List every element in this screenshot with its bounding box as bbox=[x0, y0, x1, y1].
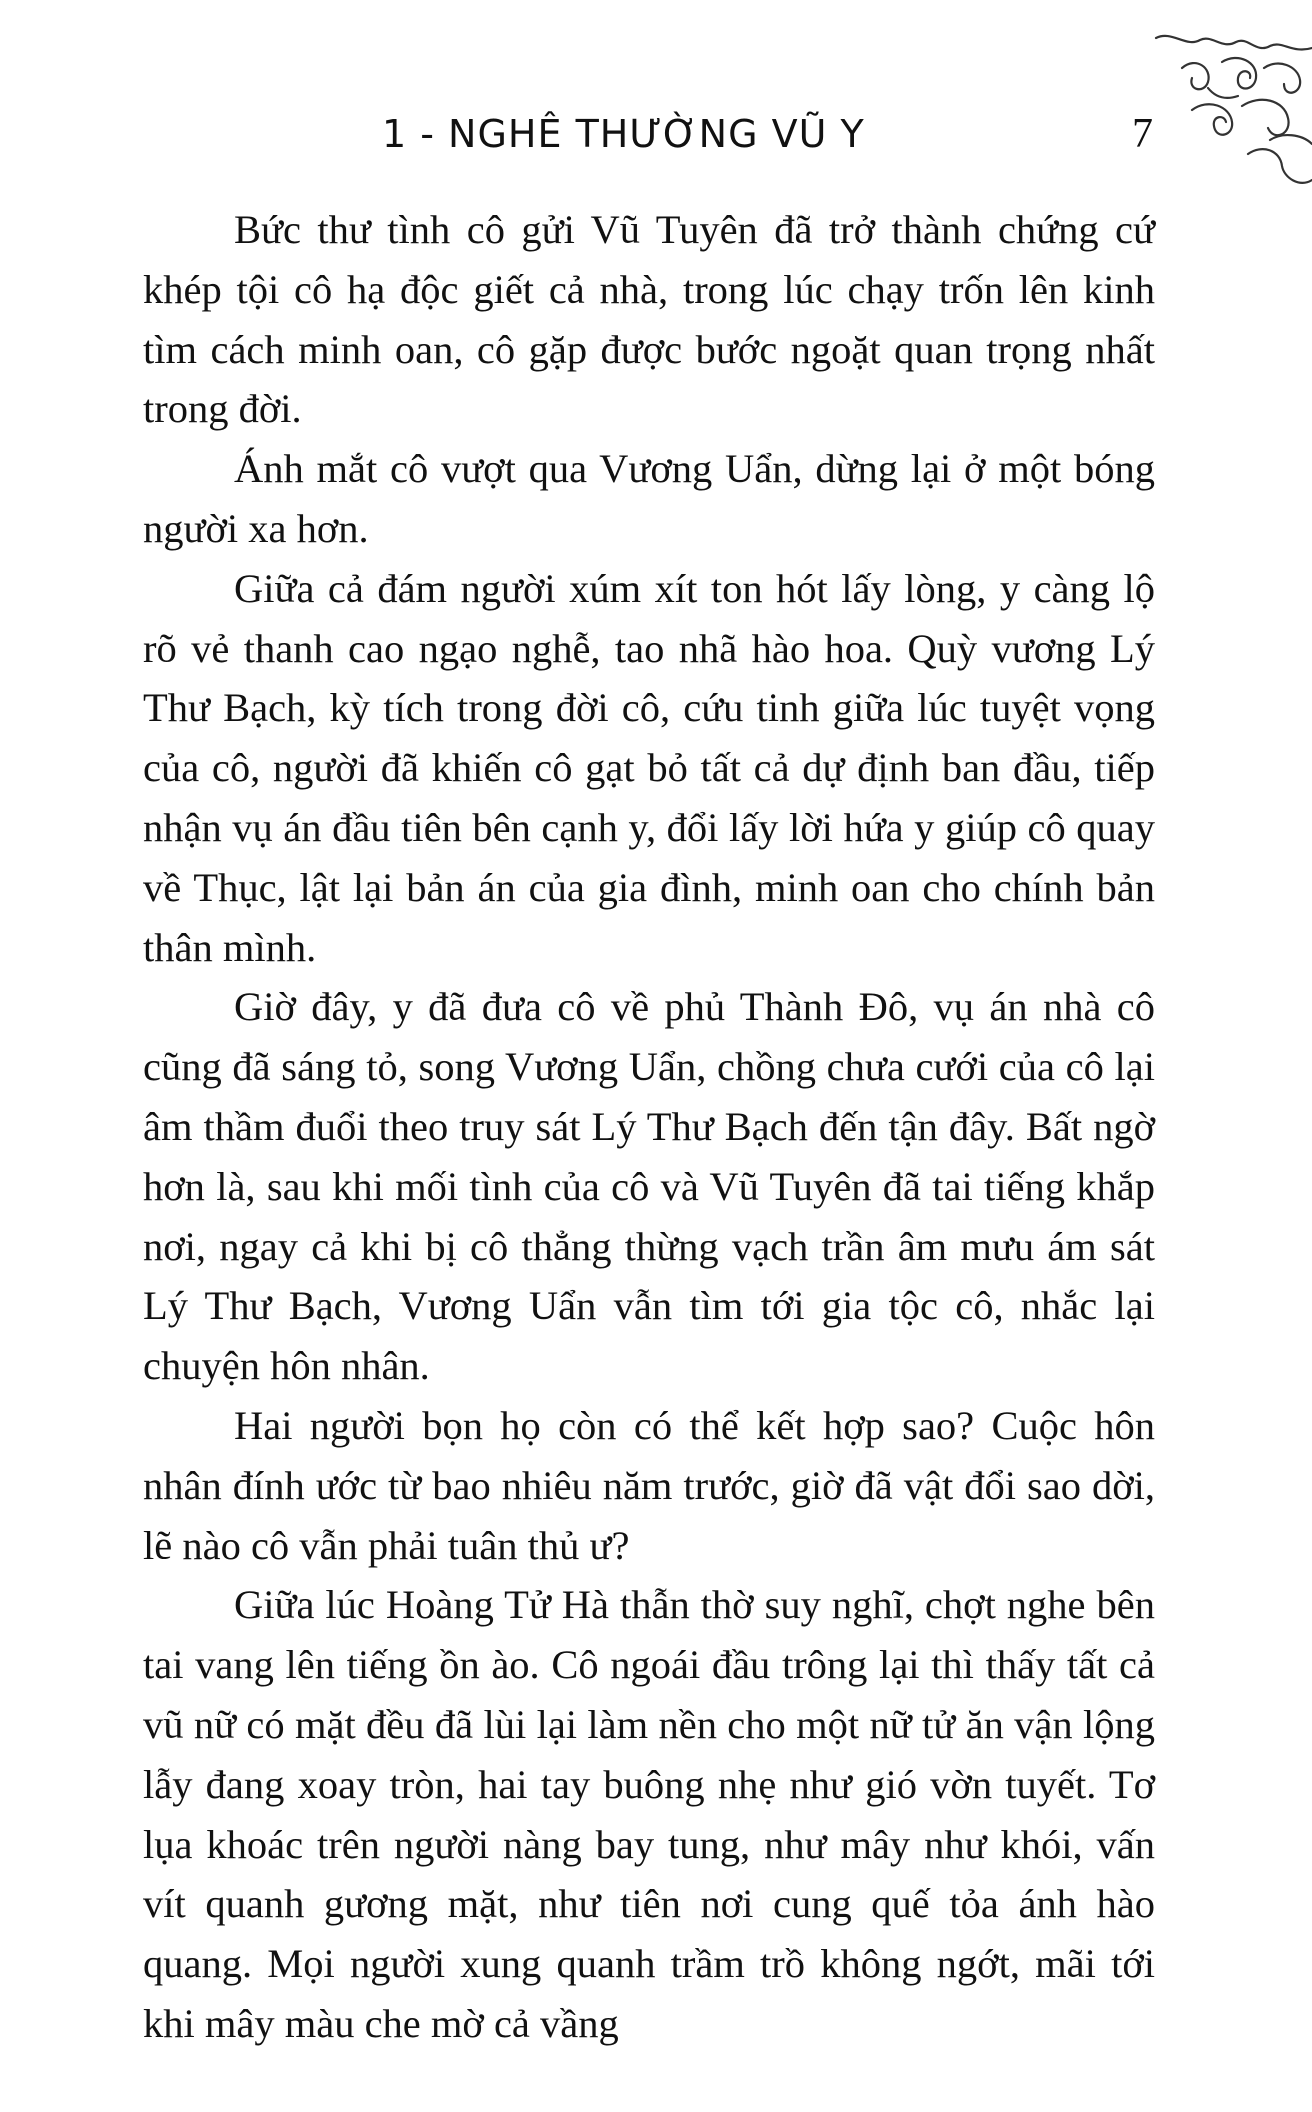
paragraph: Giữa cả đám người xúm xít ton hót lấy lòng, y càng lộ rõ vẻ thanh cao ngạo nghễ, tao nhã hào hoa. Quỳ vương Lý Thư Bạch, kỳ tích trong đời cô, cứu tinh giữa lúc tuyệt vọng của cô, người đã khiến cô gạt bỏ tất cả dự định ban đầu, tiếp nhận vụ án đầu tiên bên cạnh y, đổi lấy lời hứa y giúp cô quay về Thục, lật lại bản án của gia đình, minh oan cho chính bản thân mình. bbox=[143, 565, 1155, 970]
paragraph: Hai người bọn họ còn có thể kết hợp sao? Cuộc hôn nhân đính ước từ bao nhiêu năm trước, giờ đã vật đổi sao dời, lẽ nào cô vẫn phải tuân thủ ư? bbox=[143, 1402, 1155, 1568]
paragraph: Giữa lúc Hoàng Tử Hà thẫn thờ suy nghĩ, chợt nghe bên tai vang lên tiếng ồn ào. Cô ngoái đầu trông lại thì thấy tất cả vũ nữ có mặt đều đã lùi lại làm nền cho một nữ tử ăn vận lộng lẫy đang xoay tròn, hai tay buông nhẹ như gió vờn tuyết. Tơ lụa khoác trên người nàng bay tung, như mây như khói, vấn vít quanh gương mặt, như tiên nơi cung quế tỏa ánh hào quang. Mọi người xung quanh trầm trồ không ngớt, mãi tới khi mây màu che mờ cả vầng bbox=[143, 1582, 1155, 2046]
cloud-scroll-ornament-icon bbox=[1152, 28, 1312, 208]
paragraph: Giờ đây, y đã đưa cô về phủ Thành Đô, vụ án nhà cô cũng đã sáng tỏ, song Vương Uẩn, chồng chưa cưới của cô lại âm thầm đuổi theo truy sát Lý Thư Bạch đến tận đây. Bất ngờ hơn là, sau khi mối tình của cô và Vũ Tuyên đã tai tiếng khắp nơi, ngay cả khi bị cô thẳng thừng vạch trần âm mưu ám sát Lý Thư Bạch, Vương Uẩn vẫn tìm tới gia tộc cô, nhắc lại chuyện hôn nhân. bbox=[143, 984, 1155, 1389]
body-text bbox=[143, 200, 1155, 2054]
paragraph: Bức thư tình cô gửi Vũ Tuyên đã trở thành chứng cứ khép tội cô hạ độc giết cả nhà, trong lúc chạy trốn lên kinh tìm cách minh oan, cô gặp được bước ngoặt quan trọng nhất trong đời. bbox=[143, 207, 1155, 432]
running-header: 1 - NGHÊ THƯỜNG VŨ Y bbox=[382, 112, 865, 156]
paragraph: Ánh mắt cô vượt qua Vương Uẩn, dừng lại ở một bóng người xa hơn. bbox=[143, 446, 1155, 551]
page-number: 7 bbox=[1132, 111, 1153, 157]
